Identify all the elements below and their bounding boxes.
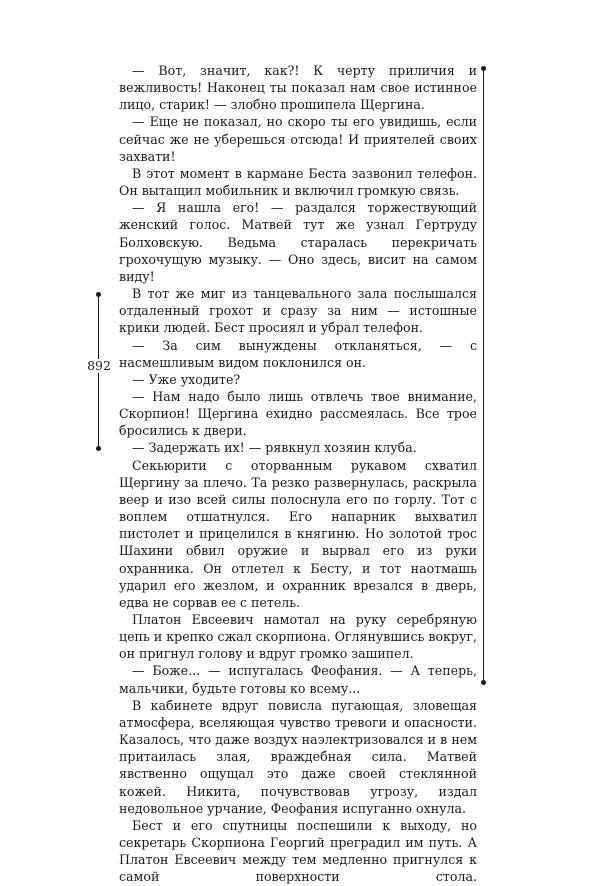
left-rule-bottom-dot xyxy=(96,446,101,451)
paragraph: Платон Евсеевич намотал на руку серебряную цепь и крепко сжал скорпиона. Оглянувшись вокруг, он пригнул голову и вдруг громко зашипел. xyxy=(119,612,477,662)
paragraph: — Уже уходите? xyxy=(132,371,241,387)
paragraph: — Боже... — испугалась Феофания. — А теперь, мальчики, будьте готовы ко всему... xyxy=(119,663,477,696)
paragraph: В этот момент в кармане Беста зазвонил телефон. Он вытащил мобильник и включил громкую связь. xyxy=(119,165,477,199)
paragraph: — Нам надо было лишь отвлечь твое внимание, Скорпион! Щергина ехидно рассмеялась. Все трое бросились к двери. xyxy=(119,388,477,439)
paragraph: Секьюрити с оторванным рукавом схватил Щергину за плечо. Та резко развернулась, раскрыла веер и изо всей силы полоснула его по горлу. Тот с воплем отшатнулся. Его напарник выхватил пистолет и прицелился в княгиню. Но золотой трос Шахини обвил оружие и вырвал его из руки охранника. Он отлетел к Бесту, и тот наотмашь ударил его жезлом, и охранник врезался в дверь, едва не сорвав ее с петель. xyxy=(119,457,477,610)
paragraph: Бест и его спутницы поспешили к выходу, но секретарь Скорпиона Георгий преградил им путь. А Платон Евсеевич между тем медленно пригнулся к самой поверхности стола. xyxy=(119,817,477,885)
paragraph: — За сим вынуждены откланяться, — с насмешливым видом поклонился он. xyxy=(119,337,477,370)
left-rule-top-dot xyxy=(96,292,101,297)
right-margin-rule xyxy=(483,68,484,682)
paragraph: — Вот, значит, как?! К черту приличия и вежливость! Наконец ты показал нам свое истинное лицо, старик! — злобно прошипела Щергина. xyxy=(119,63,477,113)
paragraph: — Задержать их! — рявкнул хозяин клуба. xyxy=(132,440,417,456)
right-rule-bottom-dot xyxy=(481,680,486,685)
paragraph: В кабинете вдруг повисла пугающая, зловещая атмосфера, вселяющая чувство тревоги и опасности. Казалось, что даже воздух наэлектризовался и в нем притаилась злая, враждебная сила. Матвей явственно ощущал это даже своей стеклянной кожей. Никита, почувствовав угрозу, издал недовольное урчание, Феофания испуганно охнула. xyxy=(119,697,477,816)
body-text xyxy=(119,62,477,886)
page-number: 892 xyxy=(87,358,111,373)
right-rule-top-dot xyxy=(481,66,486,71)
paragraph: — Еще не показал, но скоро ты его увидишь, если сейчас же не уберешься отсюда! И приятелей своих захвати! xyxy=(119,114,477,164)
paragraph: — Я нашла его! — раздался торжествующий женский голос. Матвей тут же узнал Гертруду Болховскую. Ведьма старалась перекричать грохочущую музыку. — Оно здесь, висит на самом виду! xyxy=(119,200,477,284)
paragraph: В тот же миг из танцевального зала послышался отдаленный грохот и сразу за ним — истошные крики людей. Бест просиял и убрал телефон. xyxy=(119,286,477,336)
